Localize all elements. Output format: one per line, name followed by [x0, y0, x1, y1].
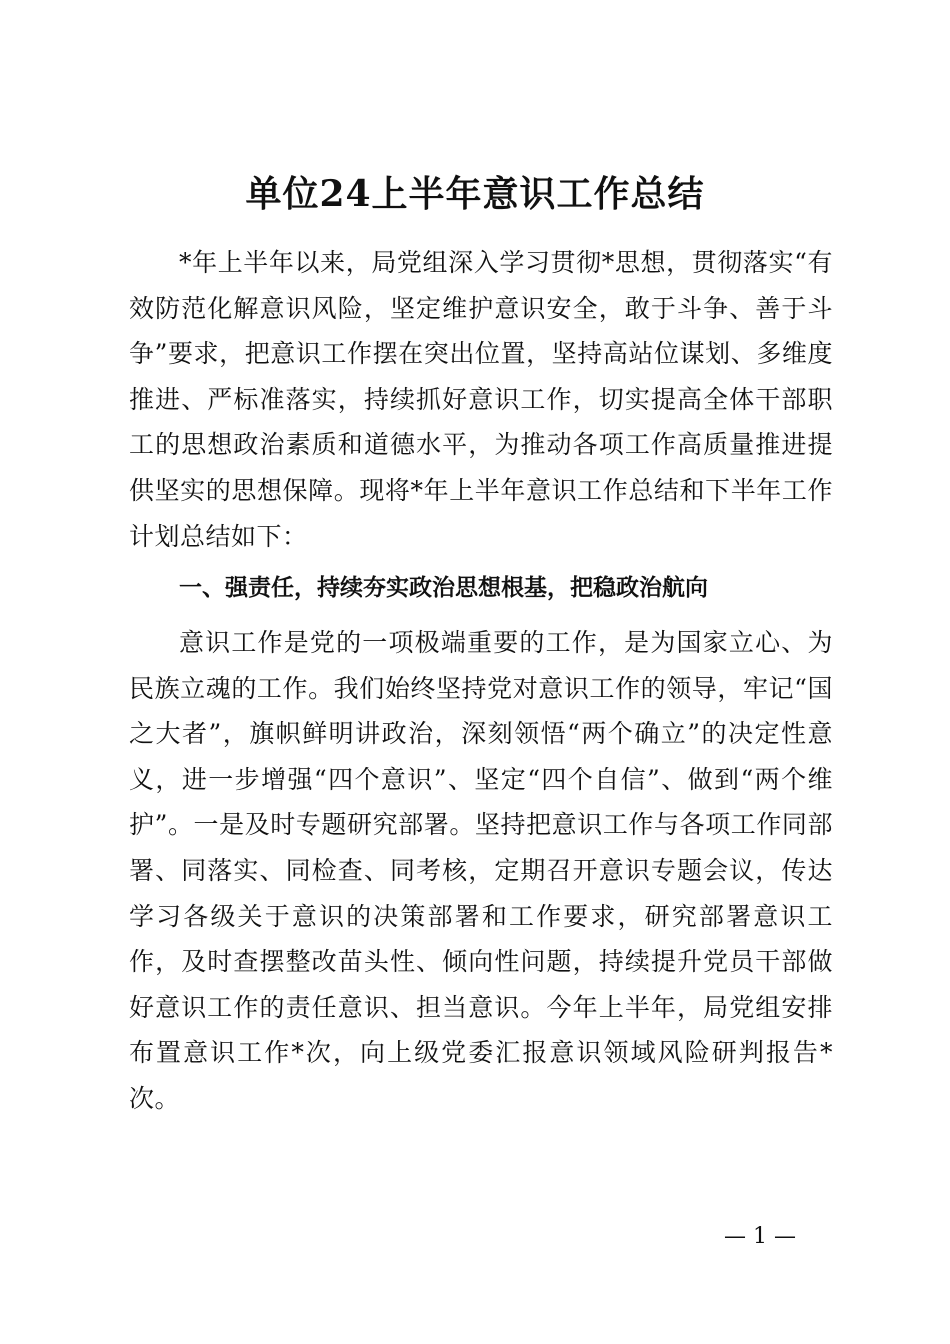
intro-paragraph: *年上半年以来，局党组深入学习贯彻*思想，贯彻落实“有效防范化解意识风险，坚定维护意识安全，敢于斗争、善于斗争”要求，把意识工作摆在突出位置，坚持高站位谋划、多维度推进、严标准落实，持续抓好意识工作，切实提高全体干部职工的思想政治素质和道德水平，为推动各项工作高质量推进提供坚实的思想保障。现将*年上半年意识工作总结和下半年工作计划总结如下：	[129, 248, 833, 551]
page-number: — 1 —	[724, 1224, 796, 1249]
document-title: 单位24上半年意识工作总结	[245, 173, 705, 215]
section-heading: 一、强责任，持续夯实政治思想根基，把稳政治航向	[179, 575, 708, 601]
body-paragraph: 意识工作是党的一项极端重要的工作，是为国家立心、为民族立魂的工作。我们始终坚持党对意识工作的领导，牢记“国之大者”，旗帜鲜明讲政治，深刻领悟“两个确立”的决定性意义，进一步增强“四个意识”、坚定“四个自信”、做到“两个维护”。一是及时专题研究部署。坚持把意识工作与各项工作同部署、同落实、同检查、同考核，定期召开意识专题会议，传达学习各级关于意识的决策部署和工作要求，研究部署意识工作，及时查摆整改苗头性、倾向性问题，持续提升党员干部做好意识工作的责任意识、担当意识。今年上半年，局党组安排布置意识工作*次，向上级党委汇报意识领域风险研判报告*次。	[129, 628, 833, 1113]
